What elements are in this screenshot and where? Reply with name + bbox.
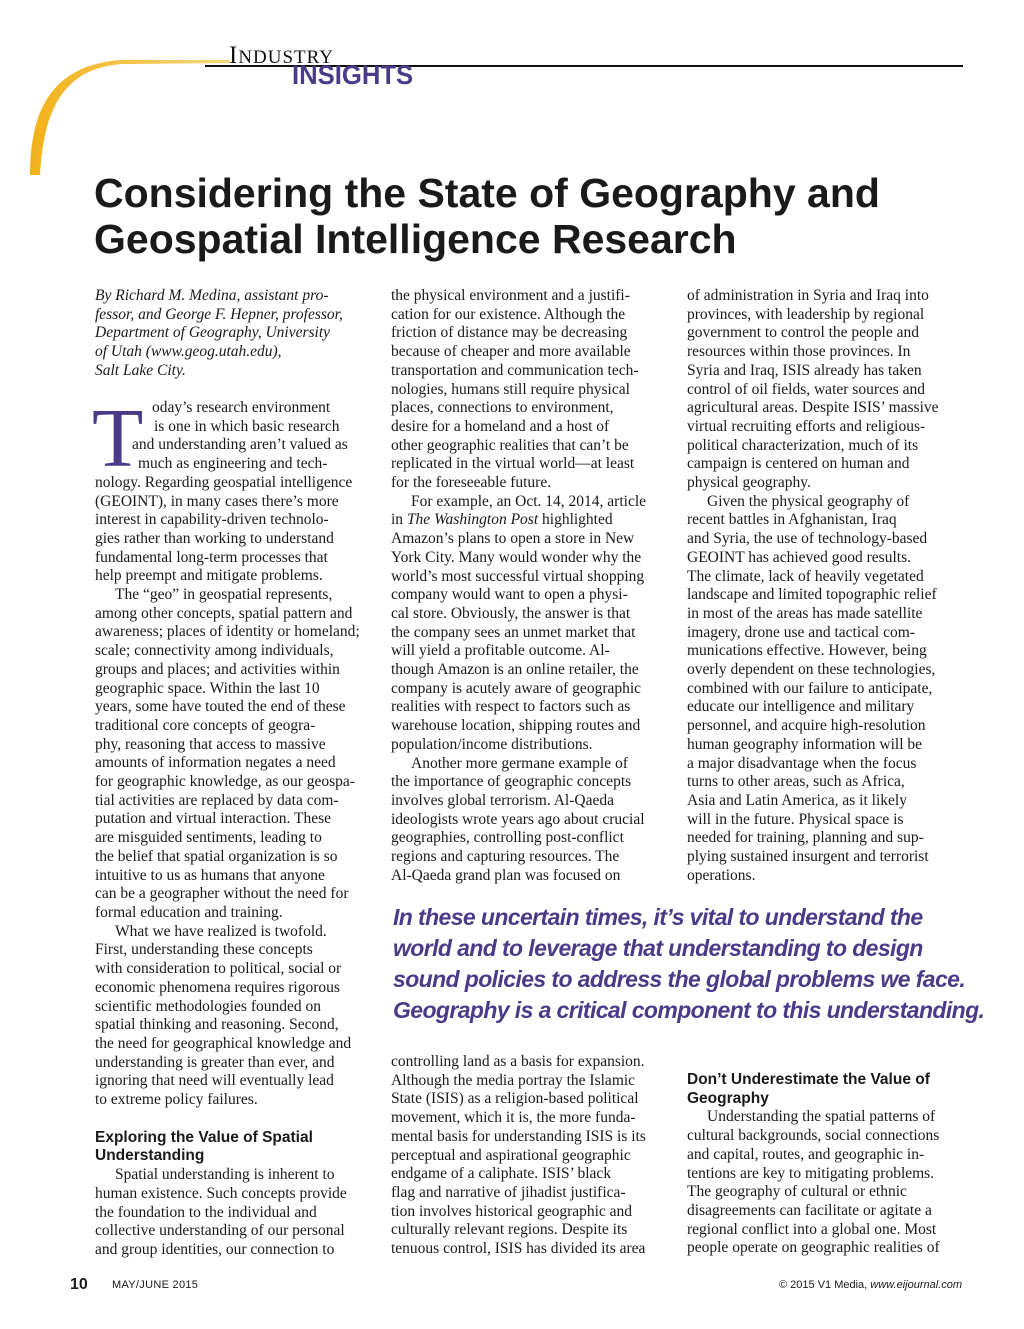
text-line: the need for geographical knowledge and [95, 1034, 352, 1052]
text-line: formal education and training. [95, 903, 283, 921]
text-line: political characterization, much of its [687, 436, 919, 454]
text-line: regional conflict into a global one. Most [687, 1220, 937, 1238]
paragraph [391, 287, 671, 493]
text-line: overly dependent on these technologies, [687, 661, 936, 679]
text-line: nology. Regarding geospatial intelligence [95, 473, 353, 491]
text-line: physical geography. [687, 474, 811, 492]
subhead-line: Don’t Underestimate the Value of [687, 1071, 930, 1088]
text-line: with consideration to political, social or [95, 960, 342, 978]
text-line: landscape and limited topographic relief [687, 586, 937, 604]
text-line: munications effective. However, being [687, 642, 927, 660]
text-line: help preempt and mitigate problems. [95, 567, 323, 585]
text-line: endgame of a caliphate. ISIS’ black [391, 1165, 612, 1183]
text-line: Understanding the spatial patterns of [707, 1108, 936, 1126]
text-line: provinces, with leadership by regional [687, 305, 925, 323]
text-line: intuitive to us as humans that anyone [95, 866, 325, 884]
text-line: Asia and Latin America, as it likely [687, 791, 907, 809]
text-line: perceptual and aspirational geographic [391, 1146, 631, 1164]
text-line: The geography of cultural or ethnic [687, 1183, 907, 1201]
text-line: GEOINT has achieved good results. [687, 548, 911, 566]
column-1 [95, 399, 375, 1260]
text-line: phy, reasoning that access to massive [95, 735, 326, 753]
text-line: nologies, humans still require physical [391, 380, 630, 398]
text-line: operations. [687, 866, 756, 884]
text-line: the physical environment and a justifi- [391, 287, 630, 304]
journal-url: www.eijournal.com [870, 1279, 962, 1291]
text-line: collective understanding of our personal [95, 1222, 345, 1240]
text-line: Spatial understanding is inherent to [115, 1166, 335, 1184]
text-line: ideologists wrote years ago about crucial [391, 810, 645, 828]
text-line: Amazon’s plans to open a store in New [391, 530, 635, 548]
text-line: places, connections to environment, [391, 399, 614, 417]
byline-line: of Utah (www.geog.utah.edu), [95, 343, 282, 361]
text-line: awareness; places of identity or homeland; [95, 623, 360, 641]
text-line: understanding is greater than ever, and [95, 1053, 335, 1071]
pull-quote-line: In these uncertain times, it’s vital to understand the [393, 904, 923, 930]
text-line: geographies, controlling post-conflict [391, 829, 624, 847]
text-line: Given the physical geography of [707, 492, 910, 510]
text-line: for the foreseeable future. [391, 474, 552, 492]
paragraph [95, 1166, 375, 1260]
text-line: putation and virtual interaction. These [95, 810, 332, 828]
text-line: interest in capability-driven technolo- [95, 511, 329, 529]
text-line: personnel, and acquire high-resolution [687, 717, 926, 735]
title-line: Geospatial Intelligence Research [94, 216, 737, 262]
text-line: For example, an Oct. 14, 2014, article [411, 492, 647, 510]
text-line: disagreements can facilitate or agitate a [687, 1201, 932, 1219]
text-line: tentions are key to mitigating problems. [687, 1164, 935, 1182]
text-line: and Syria, the use of technology-based [687, 530, 928, 548]
text-line: Another more germane example of [411, 754, 628, 772]
text-line: agricultural areas. Despite ISIS’ massive [687, 399, 939, 417]
subhead-dont-underestimate [687, 1071, 972, 1108]
text-line: population/income distributions. [391, 735, 593, 753]
text-line: fundamental long-term processes that [95, 548, 328, 566]
text-line: company would want to open a physi- [391, 586, 628, 604]
text-line: in most of the areas has made satellite [687, 604, 923, 622]
paragraph [391, 493, 671, 755]
text-line: Syria and Iraq, ISIS already has taken [687, 361, 922, 379]
issue-date: MAY/JUNE 2015 [112, 1279, 199, 1291]
paragraph [687, 493, 972, 886]
byline-line: Salt Lake City. [95, 361, 186, 379]
text-line: human existence. Such concepts provide [95, 1184, 347, 1202]
pull-quote [393, 902, 983, 1026]
text-line: Al-Qaeda grand plan was focused on [391, 866, 621, 884]
section-kicker-insights: INSIGHTS [292, 60, 414, 90]
text-line: is one in which basic research [154, 417, 340, 435]
text-line: culturally relevant regions. Despite its [391, 1221, 628, 1239]
text-line: government to control the people and [687, 324, 920, 342]
text-line: needed for training, planning and sup- [687, 829, 924, 847]
text-line: world’s most successful virtual shopping [391, 567, 645, 585]
pull-quote-line: world and to leverage that understanding to design [393, 935, 923, 961]
text-line: York City. Many would wonder why the [391, 548, 642, 566]
text-line: of administration in Syria and Iraq into [687, 287, 929, 304]
text-line: will yield a profitable outcome. Al- [391, 642, 610, 660]
text-line: First, understanding these concepts [95, 941, 313, 959]
subhead-exploring [95, 1129, 375, 1166]
text-line: tenuous control, ISIS has divided its area [391, 1240, 646, 1258]
text-line: replicated in the virtual world—at least [391, 455, 635, 473]
text-line: will in the future. Physical space is [687, 810, 904, 828]
pull-quote-line: Geography is a critical component to this understanding. [393, 997, 985, 1023]
paragraph [391, 755, 671, 886]
text-line: Although the media portray the Islamic [391, 1071, 636, 1089]
text-line: scale; connectivity among individuals, [95, 642, 334, 660]
text-line: gies rather than working to understand [95, 529, 334, 547]
text-line: groups and places; and activities within [95, 660, 340, 678]
byline-line: Department of Geography, University [95, 324, 331, 342]
text-line: realities with respect to factors such as [391, 698, 631, 716]
byline-line: fessor, and George F. Hepner, professor, [95, 305, 343, 323]
text-line: cultural backgrounds, social connections [687, 1127, 940, 1145]
text-line: involves global terrorism. Al-Qaeda [391, 791, 614, 809]
text-line: for geographic knowledge, as our geospa- [95, 773, 355, 791]
text-line: much as engineering and tech- [138, 455, 328, 473]
paragraph [391, 1053, 676, 1259]
text-line: amounts of information negates a need [95, 754, 336, 772]
text-line: recent battles in Afghanistan, Iraq [687, 511, 897, 529]
text-line: economic phenomena requires rigorous [95, 978, 340, 996]
text-line: campaign is centered on human and [687, 455, 910, 473]
text-line: oday’s research environment [152, 399, 331, 416]
paragraph [95, 923, 375, 1110]
text-line: turns to other areas, such as Africa, [687, 773, 905, 791]
text-line: spatial thinking and reasoning. Second, [95, 1016, 339, 1034]
text-line: friction of distance may be decreasing [391, 324, 628, 342]
text-line: years, some have touted the end of these [95, 698, 346, 716]
drop-cap: T [92, 392, 144, 485]
column-2-bottom [391, 1053, 676, 1259]
text-line: in The Washington Post highlighted [391, 511, 613, 529]
subhead-line: Geography [687, 1089, 769, 1107]
text-line: flag and narrative of jihadist justifica- [391, 1183, 626, 1201]
page-number: 10 [70, 1276, 88, 1293]
text-line: among other concepts, spatial pattern and [95, 604, 353, 622]
section-kicker-industry: INDUSTRY [229, 42, 335, 69]
text-line: ignoring that need will eventually lead [95, 1072, 334, 1090]
text-line: plying sustained insurgent and terrorist [687, 848, 929, 866]
text-line: geographic space. Within the last 10 [95, 679, 320, 697]
text-line: combined with our failure to anticipate, [687, 679, 933, 697]
text-line: control of oil fields, water sources and [687, 380, 926, 398]
text-line: other geographic realities that can’t be [391, 436, 629, 454]
paragraph [687, 1108, 972, 1258]
text-line: and capital, routes, and geographic in- [687, 1145, 925, 1163]
column-3-top [687, 287, 972, 886]
text-line: traditional core concepts of geogra- [95, 716, 316, 734]
subhead-line: Understanding [95, 1147, 205, 1165]
title-line: Considering the State of Geography and [94, 170, 880, 216]
text-line: a major disadvantage when the focus [687, 754, 917, 772]
text-line: virtual recruiting efforts and religious- [687, 417, 926, 435]
text-line: (GEOINT), in many cases there’s more [95, 492, 339, 510]
text-line: the belief that spatial organization is so [95, 847, 338, 865]
text-line: people operate on geographic realities of [687, 1239, 940, 1257]
paragraph [95, 586, 375, 923]
dropcap-paragraph-start [95, 399, 375, 474]
text-line: regions and capturing resources. The [391, 848, 620, 866]
text-line: the foundation to the individual and [95, 1203, 317, 1221]
text-line: and understanding aren’t valued as [132, 436, 348, 454]
text-line: cation for our existence. Although the [391, 305, 626, 323]
publication-name: The Washington Post [406, 511, 539, 529]
article-title [94, 170, 894, 262]
text-line: to extreme policy failures. [95, 1091, 258, 1109]
header-swoosh-graphic [0, 0, 260, 180]
text-line: imagery, drone use and tactical com- [687, 623, 915, 641]
text-line: and group identities, our connection to [95, 1240, 335, 1258]
text-line: though Amazon is an online retailer, the [391, 661, 639, 679]
byline-line: By Richard M. Medina, assistant pro- [95, 287, 329, 304]
text-line: controlling land as a basis for expansion. [391, 1053, 645, 1070]
text-line: company is acutely aware of geographic [391, 679, 642, 697]
text-line: the importance of geographic concepts [391, 773, 632, 791]
text-line: The “geo” in geospatial represents, [115, 586, 333, 604]
text-line: transportation and communication tech- [391, 361, 639, 379]
text-line: are misguided sentiments, leading to [95, 829, 322, 847]
text-line: educate our intelligence and military [687, 698, 915, 716]
pull-quote-line: sound policies to address the global problems we face. [393, 966, 966, 992]
text-line: resources within those provinces. In [687, 343, 911, 361]
text-line: What we have realized is twofold. [115, 922, 327, 940]
text-line: warehouse location, shipping routes and [391, 717, 641, 735]
subhead-line: Exploring the Value of Spatial [95, 1128, 313, 1146]
text-line: desire for a homeland and a host of [391, 417, 610, 435]
text-line: tial activities are replaced by data com- [95, 791, 339, 809]
paragraph [687, 287, 972, 493]
text-line: State (ISIS) as a religion-based political [391, 1090, 639, 1108]
column-3-bottom [687, 1071, 972, 1258]
text-line: can be a geographer without the need for [95, 885, 349, 903]
byline [95, 287, 365, 381]
column-2-top [391, 287, 671, 886]
copyright-notice: © 2015 V1 Media, www.eijournal.com [779, 1279, 962, 1291]
text-line: human geography information will be [687, 735, 923, 753]
text-line: The climate, lack of heavily vegetated [687, 567, 924, 585]
text-line: movement, which it is, the more funda- [391, 1109, 636, 1127]
text-line: because of cheaper and more available [391, 343, 631, 361]
text-line: tion involves historical geographic and [391, 1202, 633, 1220]
text-line: mental basis for understanding ISIS is its [391, 1127, 646, 1145]
text-line: cal store. Obviously, the answer is that [391, 604, 631, 622]
text-line: scientific methodologies founded on [95, 997, 321, 1015]
text-line: the company sees an unmet market that [391, 623, 636, 641]
paragraph [95, 474, 375, 586]
